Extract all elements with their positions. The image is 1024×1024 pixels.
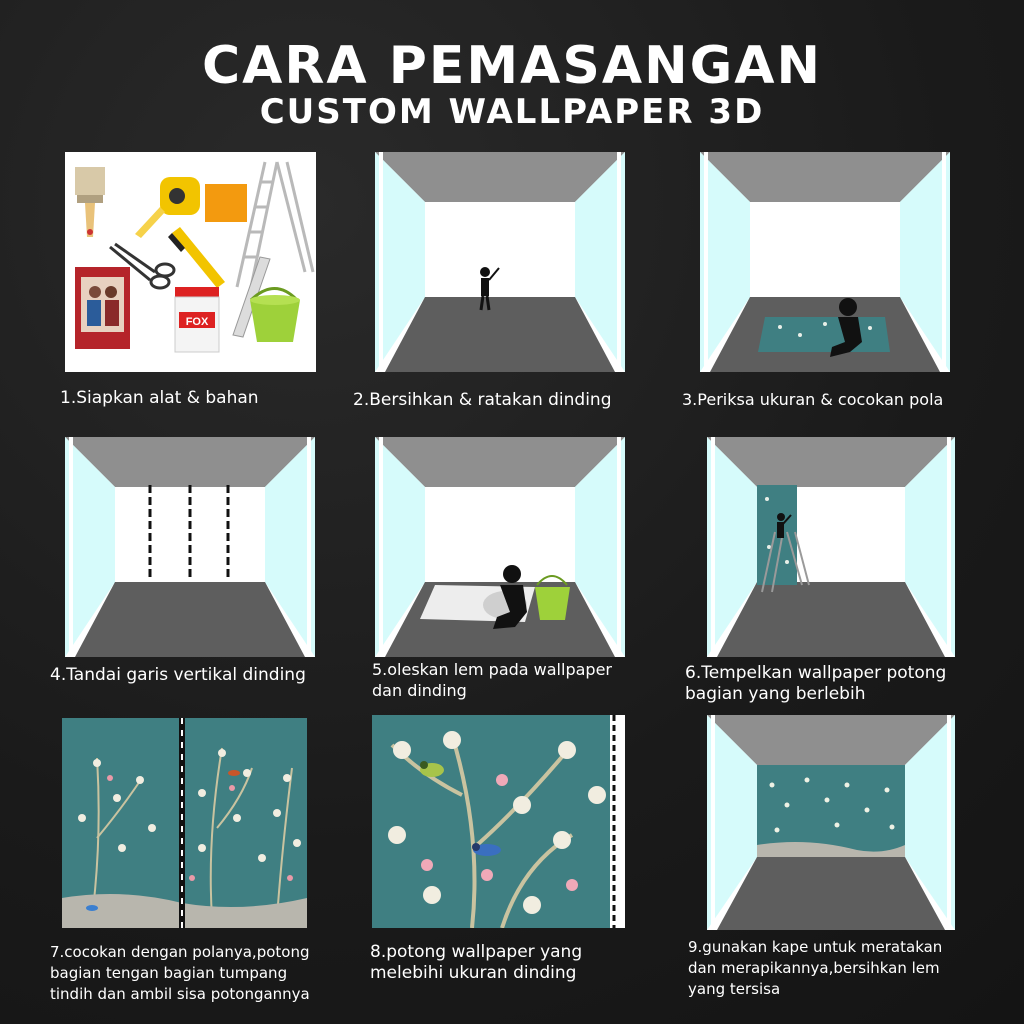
bird-icon: [228, 770, 240, 776]
wallpaper-package-icon: [75, 267, 130, 349]
scraper-icon: [205, 184, 247, 222]
cutter-knife-icon: [168, 227, 225, 288]
step-4-image: [65, 437, 315, 657]
step-9-image: [707, 715, 955, 930]
step-7-caption: 7.cocokan dengan polanya,potong bagian tengan bagian tumpang tindih dan ambil sisa potongannya: [50, 943, 310, 1003]
step-4-caption: 4.Tandai garis vertikal dinding: [50, 665, 306, 685]
glue-jar-icon: [175, 287, 219, 352]
step-1-caption: 1.Siapkan alat & bahan: [60, 388, 259, 408]
step-2-caption: 2.Bersihkan & ratakan dinding: [353, 390, 612, 410]
page-subtitle: CUSTOM WALLPAPER 3D: [259, 92, 765, 132]
paint-brush-icon: [75, 167, 105, 237]
wallpaper-on-floor: [758, 317, 890, 352]
step-5-image: [375, 437, 625, 657]
tape-measure-icon: [135, 177, 200, 238]
step-9-caption: 9.gunakan kape untuk meratakan dan merapikannya,bersihkan lem yang tersisa: [688, 938, 943, 998]
step-6-image: [707, 437, 955, 657]
page-title: CARA PEMASANGAN: [201, 36, 823, 96]
room-illustration: [375, 152, 625, 372]
step-2-image: [375, 152, 625, 372]
ladder-icon: [237, 162, 313, 287]
step-5-caption: 5.oleskan lem pada wallpaper dan dinding: [372, 660, 612, 700]
step-3-image: [700, 152, 950, 372]
step-8-caption: 8.potong wallpaper yang melebihi ukuran dinding: [370, 942, 583, 983]
step-8-image: [372, 715, 625, 928]
step-3-caption: 3.Periksa ukuran & cocokan pola: [682, 390, 944, 409]
glue-brand: FOX: [185, 316, 209, 328]
step-6-caption: 6.Tempelkan wallpaper potong bagian yang berlebih: [685, 663, 947, 704]
bucket-icon: [250, 289, 300, 343]
step-7-image: [62, 718, 307, 928]
step-1-image: [65, 152, 316, 372]
bird-icon: [86, 905, 98, 911]
